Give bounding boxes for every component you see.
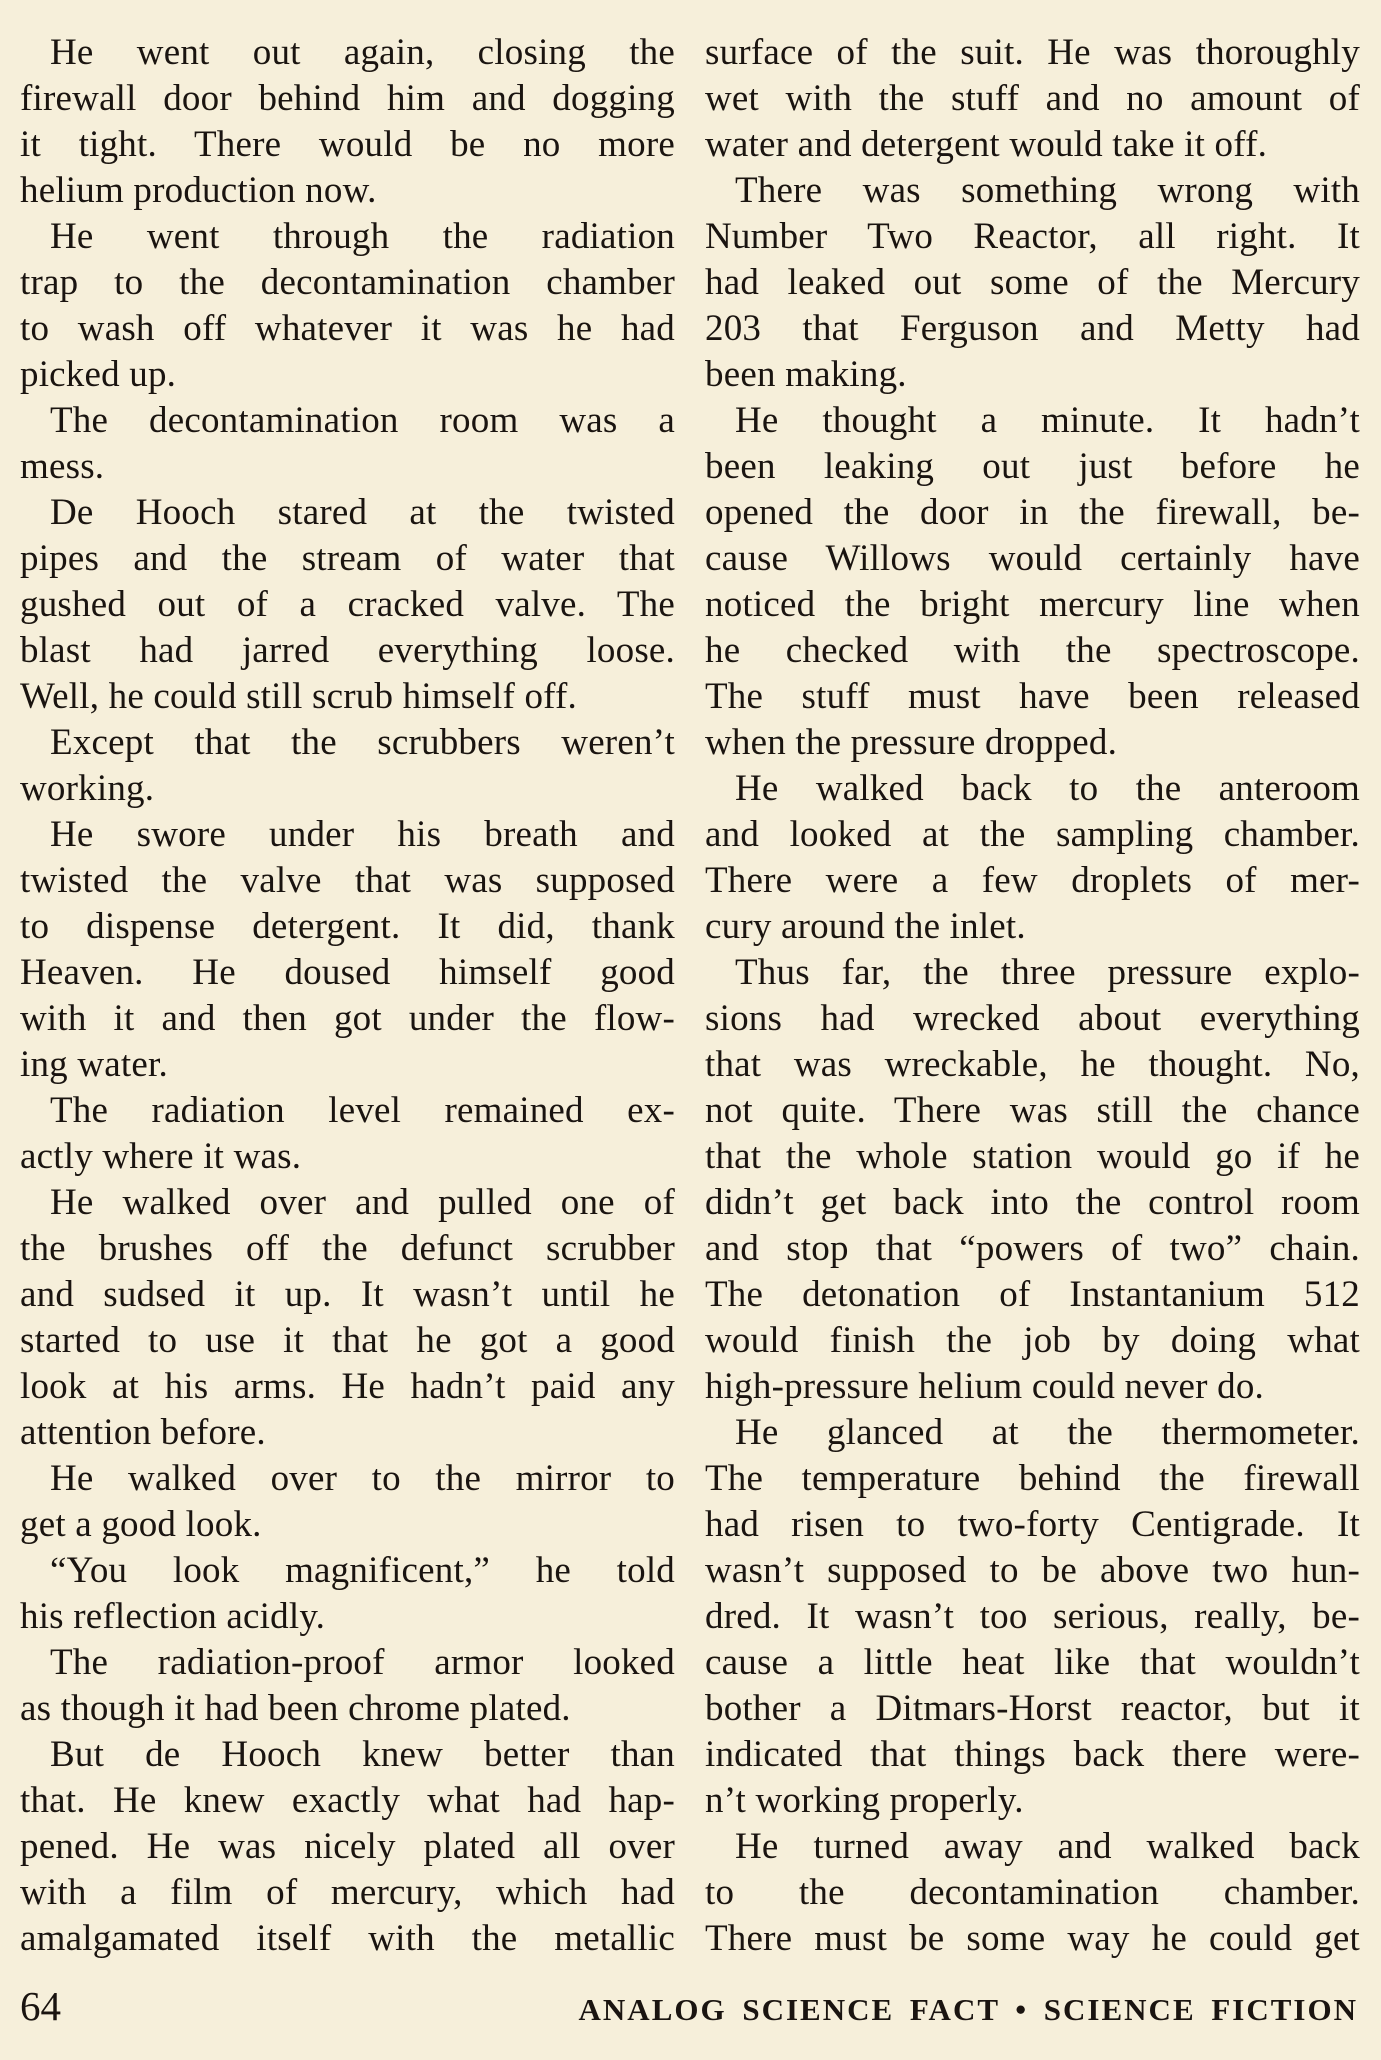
text-line: would finish the job by doing what <box>705 1320 1360 1361</box>
text-line: the brushes off the defunct scrubber <box>20 1228 675 1269</box>
text-line: trap to the decontamination chamber <box>20 262 675 303</box>
text-line: to the decontamination chamber. <box>705 1872 1360 1913</box>
text-line: firewall door behind him and dogging <box>20 78 675 119</box>
text-line: when the pressure dropped. <box>705 722 1118 763</box>
text-line: it tight. There would be no more <box>20 124 675 165</box>
text-line: working. <box>20 768 155 809</box>
text-line: sions had wrecked about everything <box>705 998 1360 1039</box>
magazine-title: ANALOG SCIENCE FACT • SCIENCE FICTION <box>578 1992 1358 2027</box>
text-line: picked up. <box>20 354 177 395</box>
text-line: He walked back to the anteroom <box>735 768 1360 809</box>
text-line: and looked at the sampling chamber. <box>705 814 1360 855</box>
text-line: had leaked out some of the Mercury <box>705 262 1360 303</box>
text-line: But de Hooch knew better than <box>50 1734 675 1775</box>
paragraph <box>20 490 675 720</box>
paragraph <box>705 950 1360 1410</box>
text-line: De Hooch stared at the twisted <box>50 492 675 533</box>
text-line: his reflection acidly. <box>20 1596 326 1637</box>
text-line: The radiation level remained ex- <box>50 1090 675 1131</box>
paragraph <box>705 766 1360 950</box>
text-line: Number Two Reactor, all right. It <box>705 216 1360 257</box>
text-line: The radiation-proof armor looked <box>50 1642 675 1683</box>
text-line: to dispense detergent. It did, thank <box>20 906 675 947</box>
text-line: The temperature behind the firewall <box>705 1458 1360 1499</box>
page-footer <box>20 1984 1360 2032</box>
text-line: twisted the valve that was supposed <box>20 860 675 901</box>
text-line: he checked with the spectroscope. <box>705 630 1360 671</box>
text-line: cause a little heat like that wouldn’t <box>705 1642 1360 1683</box>
text-line: n’t working properly. <box>705 1780 1024 1821</box>
text-line: He glanced at the thermometer. <box>735 1412 1360 1453</box>
paragraph <box>705 1824 1360 1962</box>
text-line: indicated that things back there were- <box>705 1734 1360 1775</box>
paragraph <box>705 398 1360 766</box>
paragraph <box>20 812 675 1088</box>
text-line: that the whole station would go if he <box>705 1136 1360 1177</box>
text-line: dred. It wasn’t too serious, really, be- <box>705 1596 1360 1637</box>
text-line: had risen to two-forty Centigrade. It <box>705 1504 1360 1545</box>
text-line: wet with the stuff and no amount of <box>705 78 1360 119</box>
text-line: He thought a minute. It hadn’t <box>735 400 1360 441</box>
text-line: with it and then got under the flow- <box>20 998 675 1039</box>
text-line: been making. <box>705 354 907 395</box>
text-line: He swore under his breath and <box>50 814 675 855</box>
text-line: pipes and the stream of water that <box>20 538 675 579</box>
text-line: wasn’t supposed to be above two hun- <box>705 1550 1360 1591</box>
text-line: high-pressure helium could never do. <box>705 1366 1264 1407</box>
text-column-right <box>705 30 1360 1968</box>
text-line: didn’t get back into the control room <box>705 1182 1360 1223</box>
text-line: as though it had been chrome plated. <box>20 1688 571 1729</box>
text-line: water and detergent would take it off. <box>705 124 1268 165</box>
paragraph <box>20 1088 675 1180</box>
text-line: He went through the radiation <box>50 216 675 257</box>
text-line: helium production now. <box>20 170 377 211</box>
text-line: been leaking out just before he <box>705 446 1360 487</box>
text-line: and stop that “powers of two” chain. <box>705 1228 1360 1269</box>
text-line: opened the door in the firewall, be- <box>705 492 1360 533</box>
paragraph <box>20 1640 675 1732</box>
text-line: amalgamated itself with the metallic <box>20 1918 675 1959</box>
text-line: He walked over to the mirror to <box>50 1458 675 1499</box>
paragraph <box>705 1410 1360 1824</box>
text-column-left <box>20 30 675 1968</box>
text-line: Except that the scrubbers weren’t <box>50 722 675 763</box>
text-line: cause Willows would certainly have <box>705 538 1360 579</box>
text-line: Thus far, the three pressure explo- <box>735 952 1360 993</box>
text-line: noticed the bright mercury line when <box>705 584 1360 625</box>
text-line: Well, he could still scrub himself off. <box>20 676 577 717</box>
text-line: ing water. <box>20 1044 168 1085</box>
text-line: The stuff must have been released <box>705 676 1360 717</box>
text-line: with a film of mercury, which had <box>20 1872 675 1913</box>
text-line: There must be some way he could get <box>705 1918 1360 1959</box>
text-line: He turned away and walked back <box>735 1826 1360 1867</box>
text-line: to wash off whatever it was he had <box>20 308 675 349</box>
text-line: surface of the suit. He was thoroughly <box>705 32 1360 73</box>
text-line: The decontamination room was a <box>50 400 675 441</box>
text-line: mess. <box>20 446 105 487</box>
text-line: bother a Ditmars-Horst reactor, but it <box>705 1688 1360 1729</box>
paragraph <box>705 168 1360 398</box>
text-line: Heaven. He doused himself good <box>20 952 675 993</box>
paragraph <box>20 1456 675 1548</box>
text-columns <box>20 30 1360 1968</box>
paragraph <box>20 214 675 398</box>
page-number: 64 <box>20 1983 61 2029</box>
text-line: that was wreckable, he thought. No, <box>705 1044 1360 1085</box>
paragraph <box>20 1732 675 1962</box>
text-line: There was something wrong with <box>735 170 1360 211</box>
paragraph <box>20 720 675 812</box>
text-line: “You look magnificent,” he told <box>50 1550 675 1591</box>
text-line: get a good look. <box>20 1504 262 1545</box>
text-line: gushed out of a cracked valve. The <box>20 584 675 625</box>
paragraph <box>20 398 675 490</box>
text-line: 203 that Ferguson and Metty had <box>705 308 1360 349</box>
text-line: attention before. <box>20 1412 266 1453</box>
text-line: and sudsed it up. It wasn’t until he <box>20 1274 675 1315</box>
paragraph <box>20 1180 675 1456</box>
text-line: pened. He was nicely plated all over <box>20 1826 675 1867</box>
text-line: actly where it was. <box>20 1136 302 1177</box>
text-line: There were a few droplets of mer- <box>705 860 1360 901</box>
text-line: blast had jarred everything loose. <box>20 630 675 671</box>
text-line: The detonation of Instantanium 512 <box>705 1274 1360 1315</box>
text-line: not quite. There was still the chance <box>705 1090 1360 1131</box>
text-line: look at his arms. He hadn’t paid any <box>20 1366 675 1407</box>
text-line: that. He knew exactly what had hap- <box>20 1780 675 1821</box>
paragraph <box>20 1548 675 1640</box>
paragraph <box>705 30 1360 168</box>
text-line: He walked over and pulled one of <box>50 1182 675 1223</box>
text-line: He went out again, closing the <box>50 32 675 73</box>
text-line: cury around the inlet. <box>705 906 1026 947</box>
paragraph <box>20 30 675 214</box>
text-line: started to use it that he got a good <box>20 1320 675 1361</box>
